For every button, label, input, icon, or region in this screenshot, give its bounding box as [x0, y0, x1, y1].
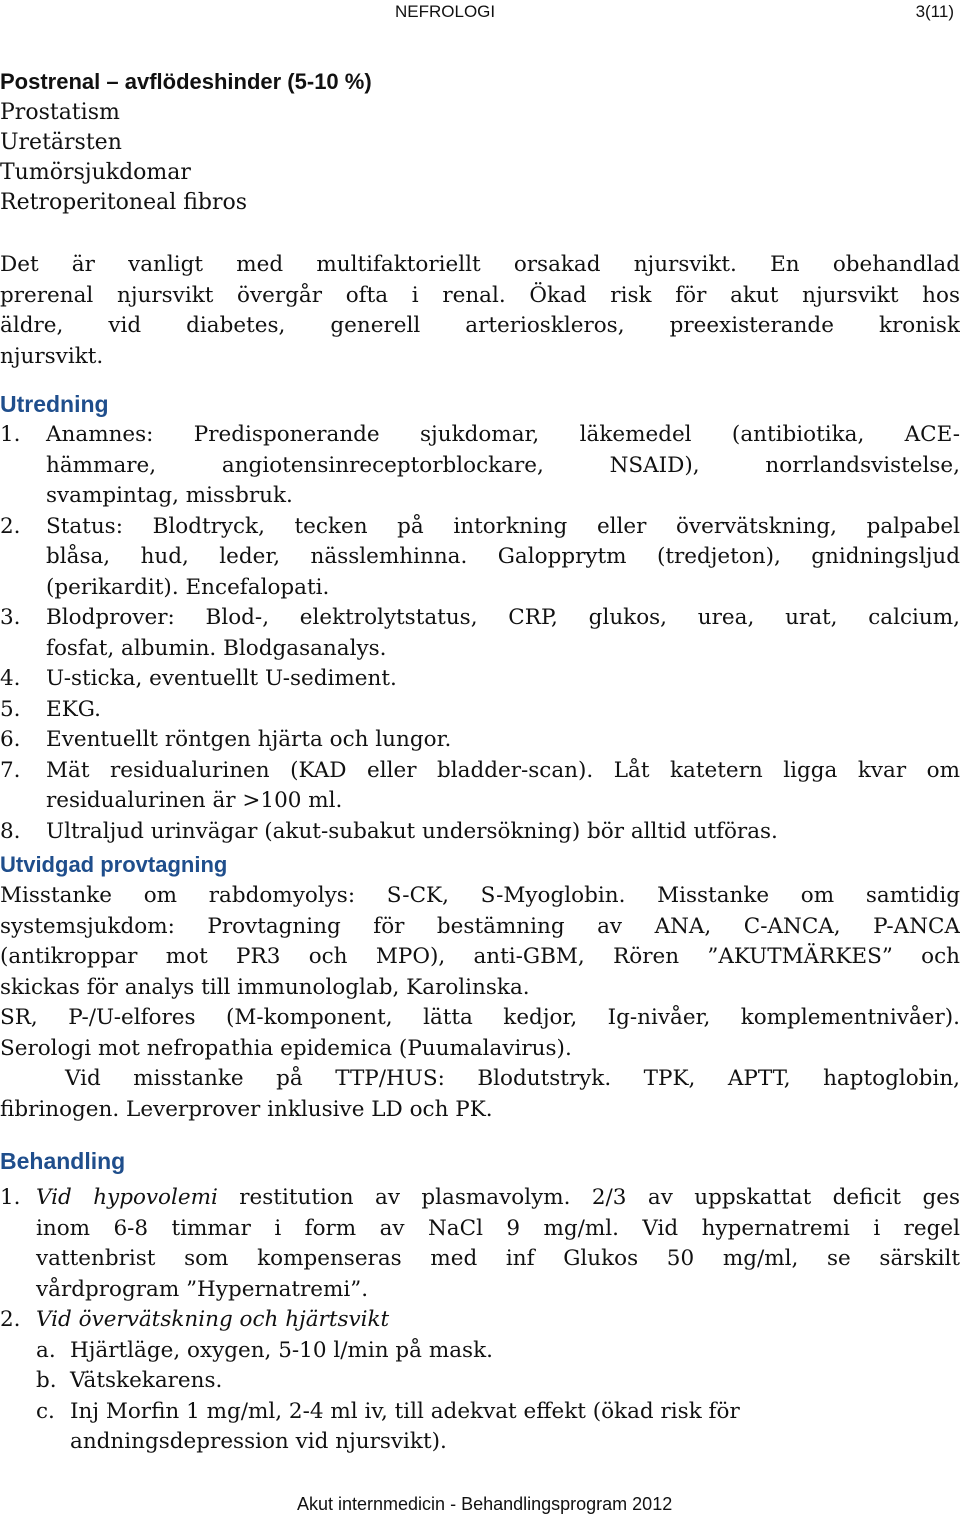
- item-number: 2.: [0, 1307, 21, 1332]
- item-line: vårdprogram ”Hypernatremi”.: [36, 1276, 369, 1302]
- utredning-list: [0, 420, 960, 847]
- item-line: vattenbrist som kompenseras med inf Glukos 50 mg/ml, se särskilt: [36, 1246, 960, 1271]
- item-line: U-sticka, eventuellt U-sediment.: [46, 666, 397, 691]
- item-line: (perikardit). Encefalopati.: [46, 574, 330, 600]
- item-line: Vätskekarens.: [70, 1368, 223, 1393]
- item-line: Ultraljud urinvägar (akut-subakut undersökning) bör alltid utföras.: [46, 818, 778, 844]
- item-number: 8.: [0, 818, 21, 844]
- list-item: [0, 664, 960, 695]
- intro-paragraph: [0, 250, 960, 372]
- item-number: 7.: [0, 757, 21, 783]
- paragraph-line: Serologi mot nefropathia epidemica (Puumalavirus).: [0, 1035, 572, 1061]
- behandling-sublist: [0, 1336, 960, 1458]
- list-item: [0, 695, 960, 726]
- postrenal-list: [0, 98, 960, 218]
- list-item: [0, 420, 960, 512]
- item-line: hämmare, angiotensinreceptorblockare, NSAID), norrlandsvistelse,: [46, 452, 960, 478]
- item-number: 4.: [0, 666, 21, 691]
- item-line: [36, 1305, 960, 1336]
- paragraph-line: SR, P-/U-elfores (M-komponent, lätta kedjor, Ig-nivåer, komplementnivåer).: [0, 1005, 960, 1030]
- page-number: 3(11): [915, 2, 954, 21]
- item-line: residualurinen är >100 ml.: [46, 788, 343, 813]
- item-line: Blodprover: Blod-, elektrolytstatus, CRP, glukos, urea, urat, calcium,: [46, 605, 960, 630]
- item-line: Inj Morfin 1 mg/ml, 2-4 ml iv, till adekvat effekt (ökad risk för: [70, 1398, 740, 1424]
- item-number: 5.: [0, 696, 21, 722]
- item-letter: c.: [36, 1398, 55, 1424]
- item-number: 2.: [0, 513, 21, 539]
- italic-term: Vid övervätskning och hjärtsvikt: [36, 1307, 390, 1332]
- list-item: [0, 512, 960, 604]
- item-line: Hjärtläge, oxygen, 5-10 l/min på mask.: [70, 1337, 493, 1363]
- paragraph-line: (antikroppar mot PR3 och MPO), anti-GBM, Rören ”AKUTMÄRKES” och: [0, 944, 960, 969]
- utvidgad-heading: Utvidgad provtagning: [0, 852, 228, 877]
- header-title: NEFROLOGI: [395, 2, 496, 21]
- item-line: Eventuellt röntgen hjärta och lungor.: [46, 727, 452, 752]
- item-line: fosfat, albumin. Blodgasanalys.: [46, 635, 387, 661]
- behandling-heading: Behandling: [0, 1148, 126, 1174]
- postrenal-item: Prostatism: [0, 100, 120, 125]
- behandling-list: [0, 1183, 960, 1336]
- page-header: [0, 2, 960, 24]
- sub-list-item: [0, 1397, 960, 1458]
- list-item: [0, 756, 960, 817]
- list-item: [0, 1183, 960, 1305]
- list-item: [0, 603, 960, 664]
- postrenal-item: Uretärsten: [0, 130, 122, 155]
- item-number: 6.: [0, 727, 21, 752]
- item-line: blåsa, hud, leder, nässlemhinna. Galopprytm (tredjeton), gnidningsljud: [46, 544, 960, 569]
- item-line: [36, 1183, 960, 1214]
- item-letter: a.: [36, 1337, 56, 1363]
- paragraph-line: äldre, vid diabetes, generell arterioskleros, preexisterande kronisk: [0, 313, 960, 338]
- item-line: Status: Blodtryck, tecken på intorkning eller övervätskning, palpabel: [46, 513, 960, 539]
- item-line: Mät residualurinen (KAD eller bladder-scan). Låt katetern ligga kvar om: [46, 757, 960, 783]
- list-item: [0, 817, 960, 848]
- postrenal-item: Tumörsjukdomar: [0, 160, 191, 185]
- item-line: andningsdepression vid njursvikt).: [70, 1429, 447, 1454]
- paragraph-line: systemsjukdom: Provtagning för bestämning av ANA, C-ANCA, P-ANCA: [0, 913, 960, 939]
- item-line: EKG.: [46, 696, 101, 722]
- item-line: Anamnes: Predisponerande sjukdomar, läkemedel (antibiotika, ACE-: [46, 422, 960, 447]
- paragraph-line: Det är vanligt med multifaktoriellt orsakad njursvikt. En obehandlad: [0, 252, 960, 277]
- list-item: [0, 725, 960, 756]
- document-body: [0, 66, 960, 1458]
- paragraph-line: njursvikt.: [0, 343, 104, 369]
- paragraph-line: fibrinogen. Leverprover inklusive LD och PK.: [0, 1096, 493, 1122]
- utredning-heading: Utredning: [0, 391, 109, 417]
- paragraph-line: Misstanke om rabdomyolys: S-CK, S-Myoglobin. Misstanke om samtidig: [0, 883, 960, 908]
- list-item: [0, 1305, 960, 1336]
- italic-term: Vid hypovolemi: [36, 1185, 218, 1210]
- item-text: restitution av plasmavolym. 2/3 av uppskattat deficit ges: [217, 1185, 960, 1210]
- item-line: svampintag, missbruk.: [46, 483, 293, 508]
- item-number: 3.: [0, 605, 21, 630]
- item-number: 1.: [0, 422, 21, 447]
- postrenal-heading: Postrenal – avflödeshinder (5-10 %): [0, 69, 372, 94]
- sub-list-item: [0, 1366, 960, 1397]
- footer-text: Akut internmedicin - Behandlingsprogram 2012: [297, 1494, 673, 1514]
- paragraph-line: prerenal njursvikt övergår ofta i renal. Ökad risk för akut njursvikt hos: [0, 282, 960, 308]
- paragraph-line: Vid misstanke på TTP/HUS: Blodutstryk. TPK, APTT, haptoglobin,: [0, 1066, 960, 1091]
- item-number: 1.: [0, 1185, 21, 1210]
- sub-list-item: [0, 1336, 960, 1367]
- item-line: inom 6-8 timmar i form av NaCl 9 mg/ml. Vid hypernatremi i regel: [36, 1215, 960, 1241]
- paragraph-line: skickas för analys till immunologlab, Karolinska.: [0, 974, 530, 1000]
- utvidgad-paragraph: [0, 881, 960, 1125]
- postrenal-item: Retroperitoneal fibros: [0, 190, 248, 215]
- item-letter: b.: [36, 1368, 57, 1393]
